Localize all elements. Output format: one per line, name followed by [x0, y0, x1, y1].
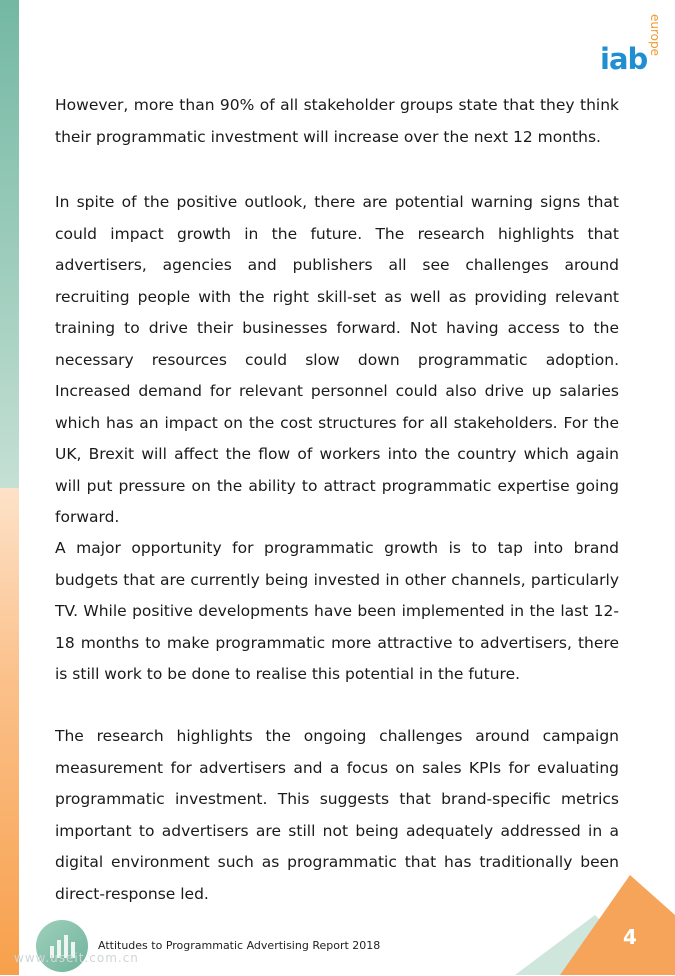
logo-europe-text: europe: [648, 14, 662, 56]
side-bar-orange: [0, 488, 19, 975]
page-number: 4: [623, 925, 637, 949]
side-color-bar: [0, 0, 19, 975]
watermark-text: www.useit.com.cn: [14, 951, 139, 965]
corner-decoration: [515, 875, 675, 975]
paragraph-2: In spite of the positive outlook, there are potential warning signs that could impact growth in the future. The research highlights that advertisers, agencies and publishers all see challenges around recruiting people with the right skill-set as well as providing relevant training to drive their businesses forward. Not having access to the necessary resources could slow down programmatic adoption. Increased demand for relevant personnel could also drive up salaries which has an impact on the cost structures for all stakeholders. For the UK, Brexit will affect the flow of workers into the country which again will put pressure on the ability to attract programmatic expertise going forward.: [55, 193, 619, 526]
iab-europe-logo: [600, 14, 664, 76]
report-title: Attitudes to Programmatic Advertising Report 2018: [98, 939, 381, 952]
paragraph-4: The research highlights the ongoing challenges around campaign measurement for advertisers and a focus on sales KPIs for evaluating programmatic investment. This suggests that brand-specific metrics important to advertisers are still not being adequately addressed in a digital environment such as programmatic that has traditionally been direct-response led.: [55, 727, 619, 903]
logo-iab-text: iab: [600, 42, 648, 76]
paragraph-1: However, more than 90% of all stakeholder groups state that they think their programmatic investment will increase over the next 12 months.: [55, 96, 619, 146]
paragraph-3: A major opportunity for programmatic growth is to tap into brand budgets that are currently being invested in other channels, particularly TV. While positive developments have been implemented in the last 12-18 months to make programmatic more attractive to advertisers, there is still work to be done to realise this potential in the future.: [55, 539, 619, 683]
side-bar-teal: [0, 0, 19, 488]
